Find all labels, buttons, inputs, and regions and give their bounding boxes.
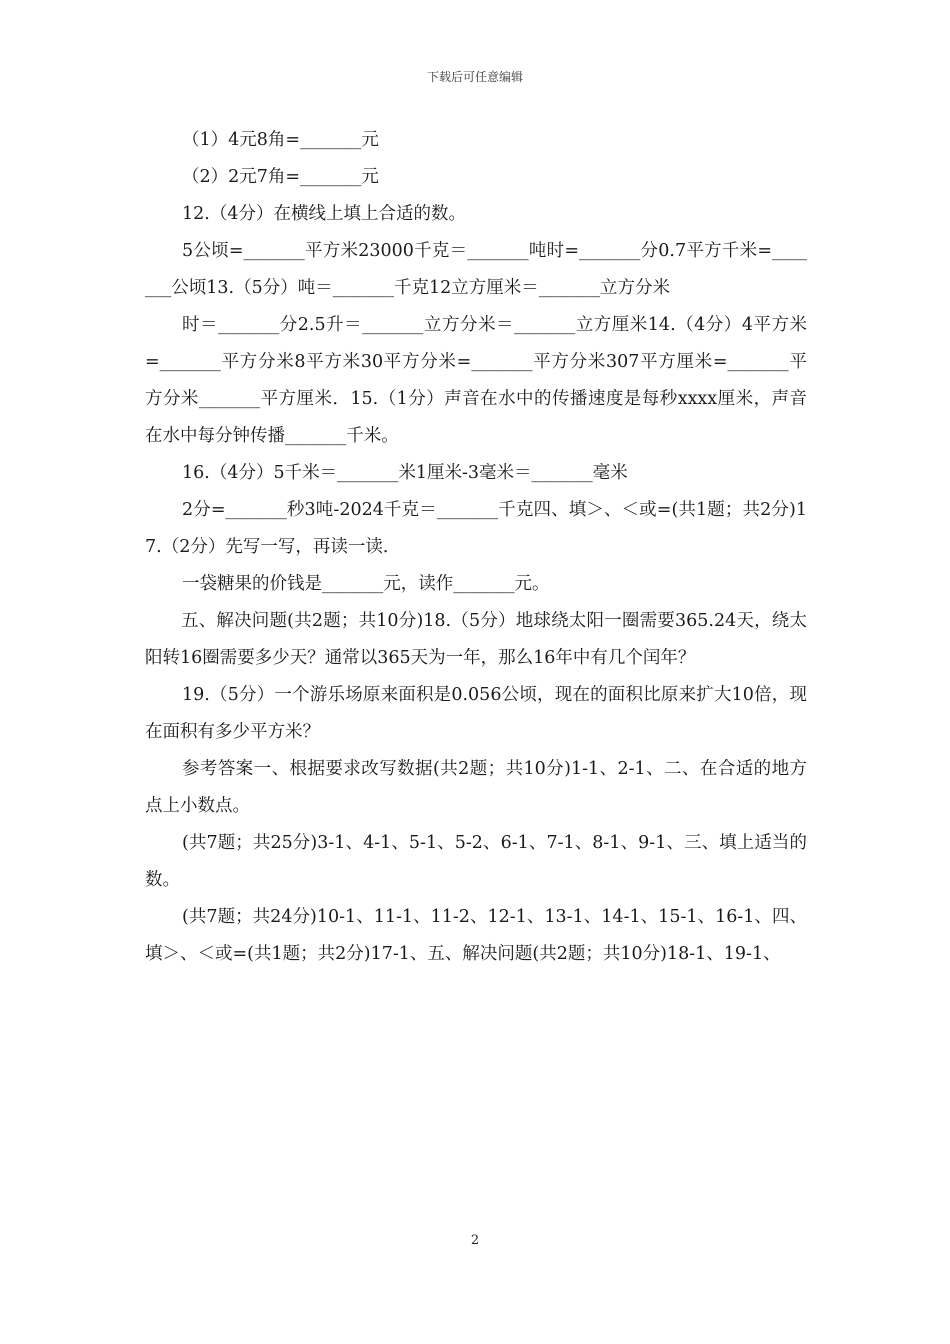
paragraph-answers-3: (共7题；共24分)10-1、11-1、11-2、12-1、13-1、14-1、15-1、16-1、四、填＞、＜或=(共1题；共2分)17-1、五、解决问题(共2题；共10分)18-1、19-1、	[145, 907, 807, 964]
page-number: 2	[470, 1233, 480, 1248]
paragraph-q11-1: （1）4元8角=_______元	[182, 130, 379, 150]
paragraph-q12-body: 5公顷=_______平方米23000千克＝_______吨时=_______分0.7平方千米=_______公顷13.（5分）吨＝_______千克12立方厘米＝_______立方分米	[145, 241, 807, 298]
paragraph-q13-q15: 时＝_______分2.5升＝_______立方分米＝_______立方厘米14.（4分）4平方米=_______平方分米8平方米30平方分米=_______平方分米307平方厘米=_______平方分米_______平方厘米．15.（1分）声音在水中的传播速度是每秒xxxx厘米，声音在水中每分钟传播_______千米。	[145, 315, 807, 446]
paragraph-q16-q17: 2分=_______秒3吨-2024千克＝_______千克四、填＞、＜或=(共1题；共2分)17.（2分）先写一写，再读一读．	[145, 500, 807, 557]
page-header: 下载后可任意编辑	[426, 70, 523, 84]
paragraph-answers-2: (共7题；共25分)3-1、4-1、5-1、5-2、6-1、7-1、8-1、9-1、三、填上适当的数。	[145, 833, 807, 890]
paragraph-q17-body: 一袋糖果的价钱是_______元，读作_______元。	[182, 574, 550, 594]
paragraph-answers-1: 参考答案一、根据要求改写数据(共2题；共10分)1-1、2-1、二、在合适的地方点上小数点。	[145, 759, 807, 816]
paragraph-q18: 五、解决问题(共2题；共10分)18.（5分）地球绕太阳一圈需要365.24天，绕太阳转16圈需要多少天？通常以365天为一年，那么16年中有几个闰年？	[145, 611, 807, 668]
paragraph-q19: 19.（5分）一个游乐场原来面积是0.056公顷，现在的面积比原来扩大10倍，现在面积有多少平方米？	[145, 685, 807, 742]
paragraph-q12-title: 12.（4分）在横线上填上合适的数。	[182, 204, 466, 224]
paragraph-q16: 16.（4分）5千米＝_______米1厘米-3毫米＝_______毫米	[182, 463, 628, 483]
paragraph-q11-2: （2）2元7角=_______元	[182, 167, 379, 187]
document-body	[145, 122, 807, 973]
